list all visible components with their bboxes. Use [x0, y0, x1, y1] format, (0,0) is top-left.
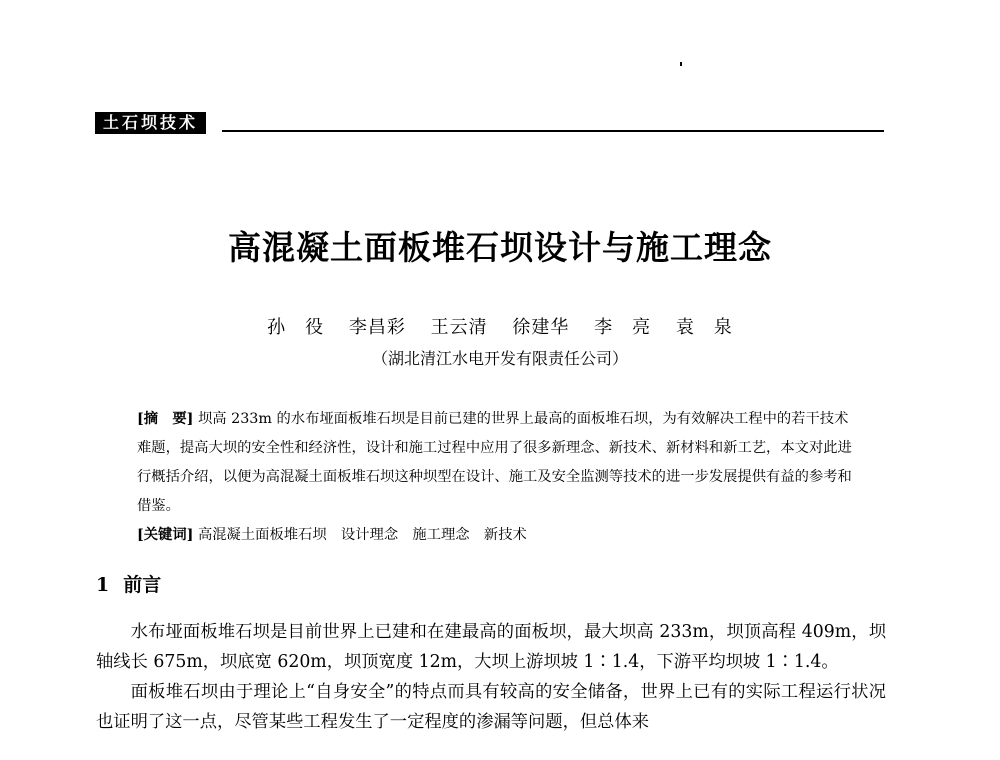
abstract-paragraph: [137, 405, 857, 521]
author-name: 李 亮: [594, 317, 652, 338]
abstract-label: [摘 要]: [137, 411, 194, 427]
author-name: 王云清: [430, 317, 488, 338]
section-tag-label: 土石坝技术: [95, 112, 206, 134]
author-name: 孙 役: [267, 317, 325, 338]
body-paragraph: 水布垭面板堆石坝是目前世界上已建和在建最高的面板坝，最大坝高 233m，坝顶高程 409m，坝轴线长 675m，坝底宽 620m，坝顶宽度 12m，大坝上游坝坡 1∶1.4，下游平均坝坡 1∶1.4。: [96, 622, 886, 672]
abstract-text: 坝高 233m 的水布垭面板堆石坝是目前已建的世界上最高的面板堆石坝，为有效解决工程中的若干技术难题，提高大坝的安全性和经济性，设计和施工过程中应用了很多新理念、新技术、新材料和新工艺，本文对此进行概括介绍，以便为高混凝土面板堆石坝这种坝型在设计、施工及安全监测等技术的进一步发展提供有益的参考和借鉴。: [137, 411, 852, 514]
journal-section-tag: [95, 112, 206, 134]
author-name: 袁 泉: [675, 317, 733, 338]
section-title: 前言: [123, 574, 162, 596]
abstract-block: [137, 405, 857, 550]
section-number: 1: [96, 574, 110, 596]
section-body: [96, 617, 886, 737]
body-paragraph: 面板堆石坝由于理论上“自身安全”的特点而具有较高的安全储备，世界上已有的实际工程运行状况也证明了这一点，尽管某些工程发生了一定程度的渗漏等问题，但总体来: [96, 682, 886, 732]
scan-speck: [680, 62, 682, 66]
section-heading: [96, 570, 161, 597]
paper-title: 高混凝土面板堆石坝设计与施工理念: [228, 228, 772, 267]
author-name: 徐建华: [512, 317, 570, 338]
header-rule: [222, 130, 884, 132]
keywords-paragraph: [137, 521, 857, 550]
affiliation: （湖北清江水电开发有限责任公司）: [371, 349, 628, 368]
keywords-text: 高混凝土面板堆石坝 设计理念 施工理念 新技术: [197, 527, 527, 543]
author-list: [0, 313, 1000, 339]
author-name: 李昌彩: [348, 317, 406, 338]
keywords-label: [关键词]: [137, 527, 194, 543]
